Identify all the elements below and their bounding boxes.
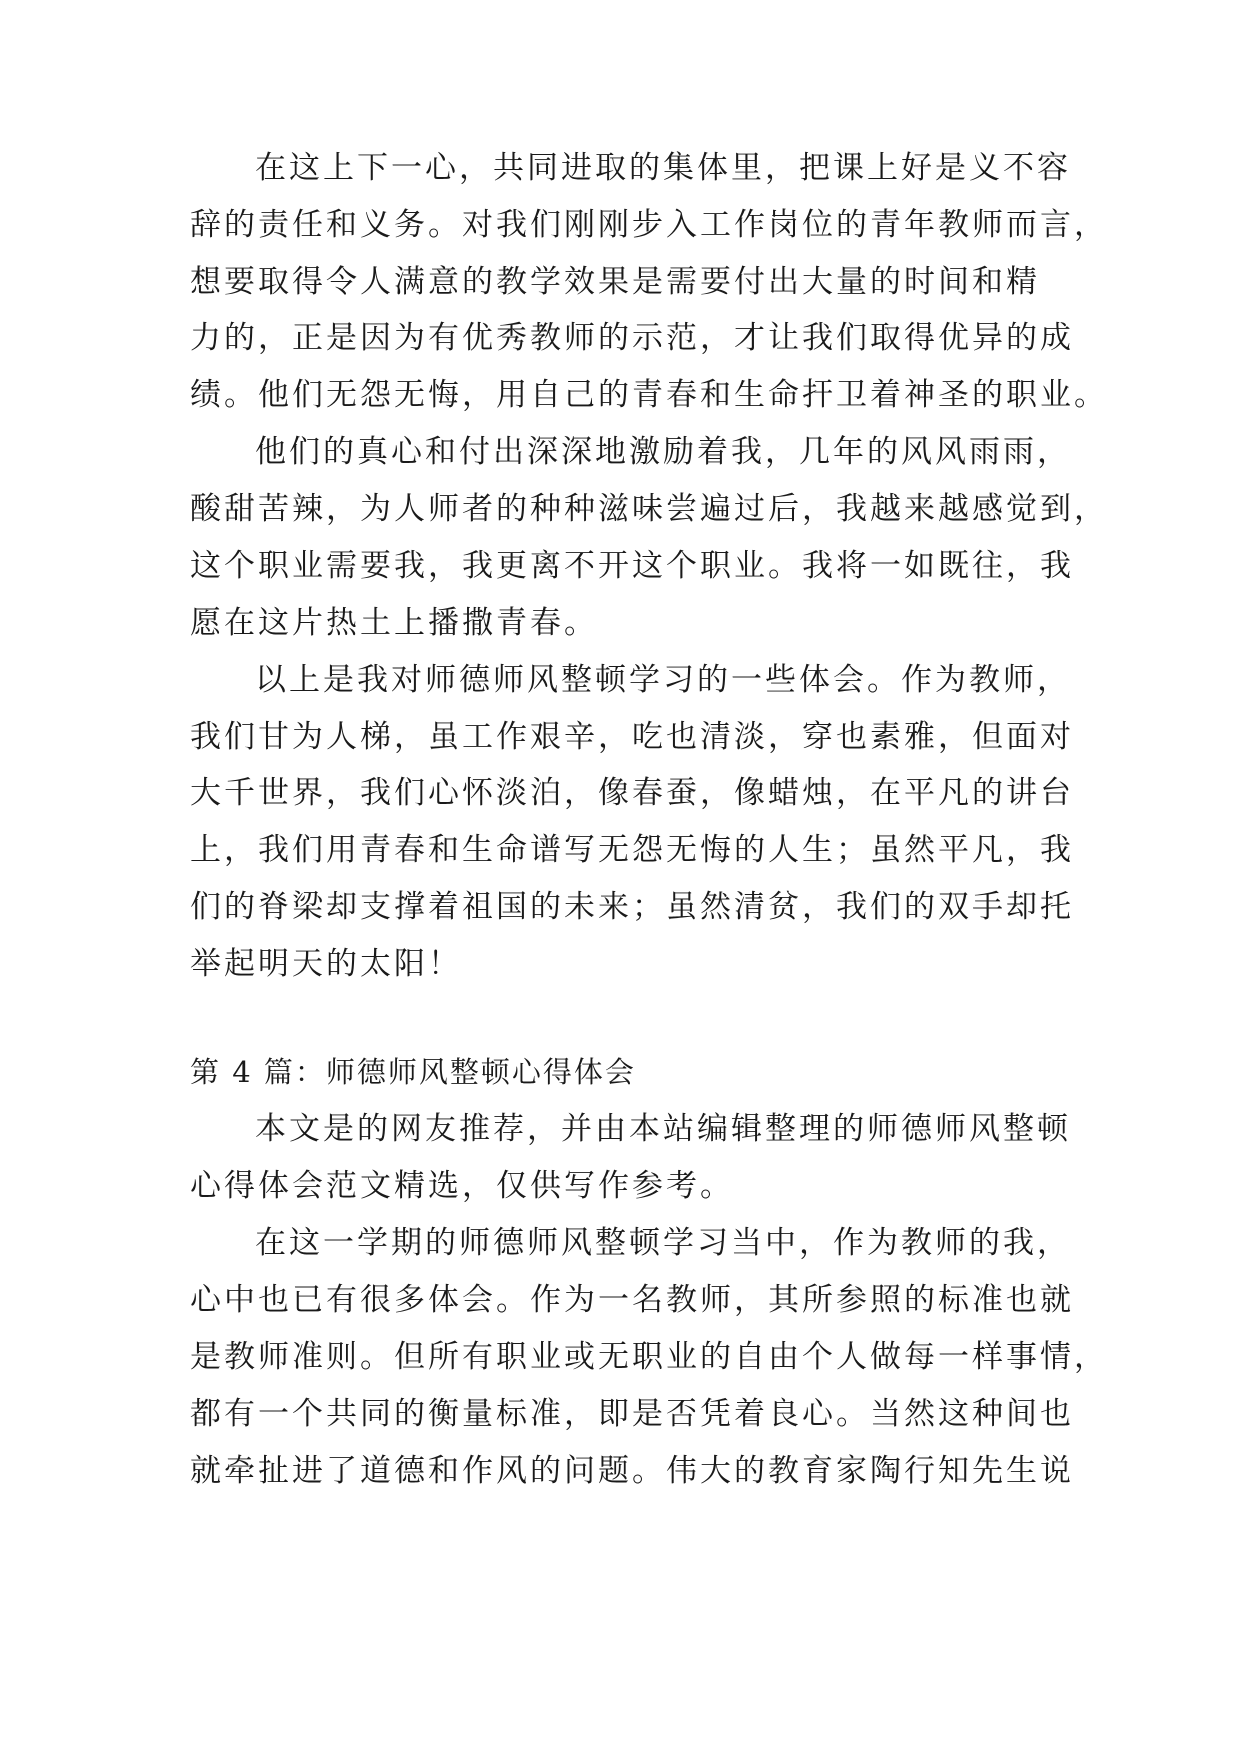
text-line: 我们甘为人梯，虽工作艰辛，吃也清淡，穿也素雅，但面对 xyxy=(190,719,1074,755)
text-line: 力的，正是因为有优秀教师的示范，才让我们取得优异的成 xyxy=(190,320,1074,356)
text-line: 上，我们用青春和生命谱写无怨无悔的人生；虽然平凡，我 xyxy=(190,832,1074,868)
text-line: 愿在这片热土上播撒青春。 xyxy=(190,605,598,641)
text-line: 以上是我对师德师风整顿学习的一些体会。作为教师， xyxy=(255,662,1071,698)
text-line: 想要取得令人满意的教学效果是需要付出大量的时间和精 xyxy=(190,264,1040,300)
text-line: 大千世界，我们心怀淡泊，像春蚕，像蜡烛，在平凡的讲台 xyxy=(190,775,1074,811)
text-line: 绩。他们无怨无悔，用自己的青春和生命扞卫着神圣的职业。 xyxy=(190,377,1108,413)
text-line: 在这上下一心，共同进取的集体里，把课上好是义不容 xyxy=(255,150,1071,186)
text-line: 举起明天的太阳！ xyxy=(190,946,462,982)
text-line: 在这一学期的师德师风整顿学习当中，作为教师的我， xyxy=(255,1225,1071,1261)
text-line: 心中也已有很多体会。作为一名教师，其所参照的标准也就 xyxy=(190,1282,1074,1318)
text-line: 就牵扯进了道德和作风的问题。伟大的教育家陶行知先生说 xyxy=(190,1453,1074,1489)
text-line: 们的脊梁却支撑着祖国的未来；虽然清贫，我们的双手却托 xyxy=(190,889,1074,925)
text-line: 他们的真心和付出深深地激励着我，几年的风风雨雨， xyxy=(255,434,1071,470)
text-line: 是教师准则。但所有职业或无职业的自由个人做每一样事情， xyxy=(190,1339,1108,1375)
text-line: 心得体会范文精选，仅供写作参考。 xyxy=(190,1168,734,1204)
text-line: 本文是的网友推荐，并由本站编辑整理的师德师风整顿 xyxy=(255,1111,1071,1147)
text-line: 酸甜苦辣，为人师者的种种滋味尝遍过后，我越来越感觉到， xyxy=(190,491,1108,527)
text-line: 都有一个共同的衡量标准，即是否凭着良心。当然这种间也 xyxy=(190,1396,1074,1432)
text-line: 辞的责任和义务。对我们刚刚步入工作岗位的青年教师而言， xyxy=(190,207,1108,243)
text-line: 这个职业需要我，我更离不开这个职业。我将一如既往，我 xyxy=(190,548,1074,584)
section-heading: 第 4 篇：师德师风整顿心得体会 xyxy=(190,1055,636,1089)
